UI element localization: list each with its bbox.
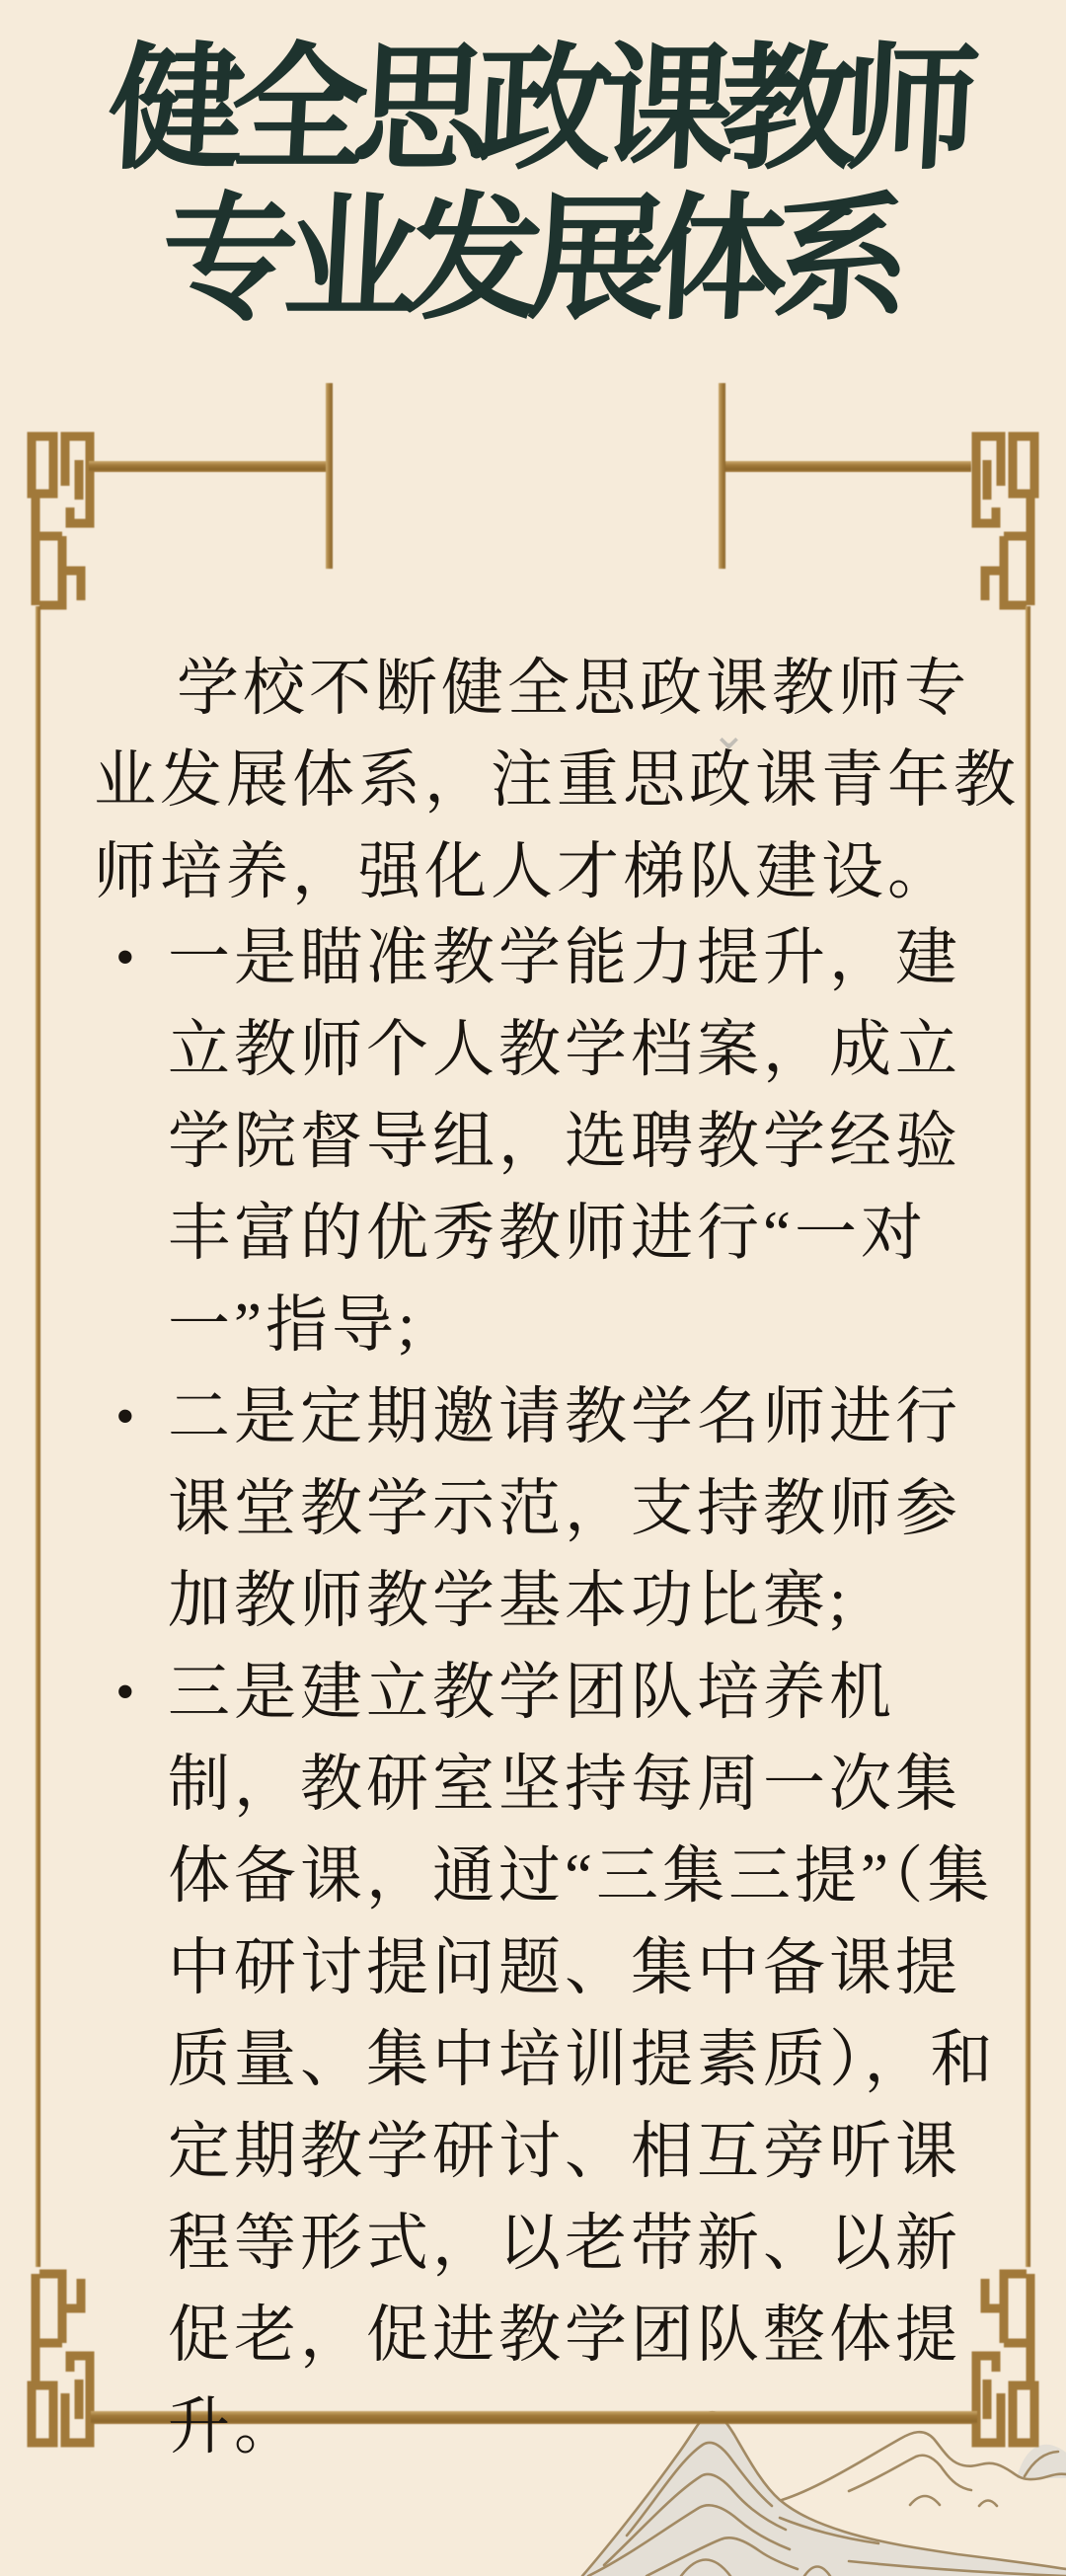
top-rule-left-tick [326,383,333,569]
bullet-marker-icon: • [115,927,135,988]
bullet-text: 三是建立教学团队培养机制，教研室坚持每周一次集体备课，通过“三集三提”（集中研讨提问题、集中备课提质量、集中培训提素质），和定期教学研讨、相互旁听课程等形式，以老带新、以新促老，促进教学团队整体提升。 [168,1658,997,2461]
bullet-text: 二是定期邀请教学名师进行课堂教学示范，支持教师参加教师教学基本功比赛; [168,1382,961,1635]
fret-corner-bottom-left-icon [22,2267,99,2455]
top-rule-right [723,461,971,472]
top-rule-left [89,461,328,472]
bullet-text: 一是瞄准教学能力提升，建立教师个人教学档案，成立学院督导组，选聘教学经验丰富的优秀教师进行“一对一”指导; [168,923,961,1360]
chevron-down-artifact-icon: ⌄ [711,709,747,759]
list-item [115,1371,1022,1647]
page-title [0,36,1066,336]
bullet-list [115,912,1022,2473]
bullet-marker-icon: • [115,1662,135,1723]
fret-corner-top-left-icon [22,425,99,612]
list-item [115,912,1022,1371]
top-rule-right-tick [719,383,725,569]
frame-line-left [36,606,40,2267]
frame-line-right [1026,606,1030,2267]
fret-corner-top-right-icon [967,425,1044,612]
intro-paragraph: 学校不断健全思政课教师专业发展体系，注重思政课青年教师培养，强化人才梯队建设。 [94,654,1020,906]
title-line-2: 专业发展体系 [158,185,901,336]
bullet-marker-icon: • [115,1386,135,1447]
title-line-1: 健全思政课教师 [104,35,970,186]
list-item [115,1647,1022,2473]
